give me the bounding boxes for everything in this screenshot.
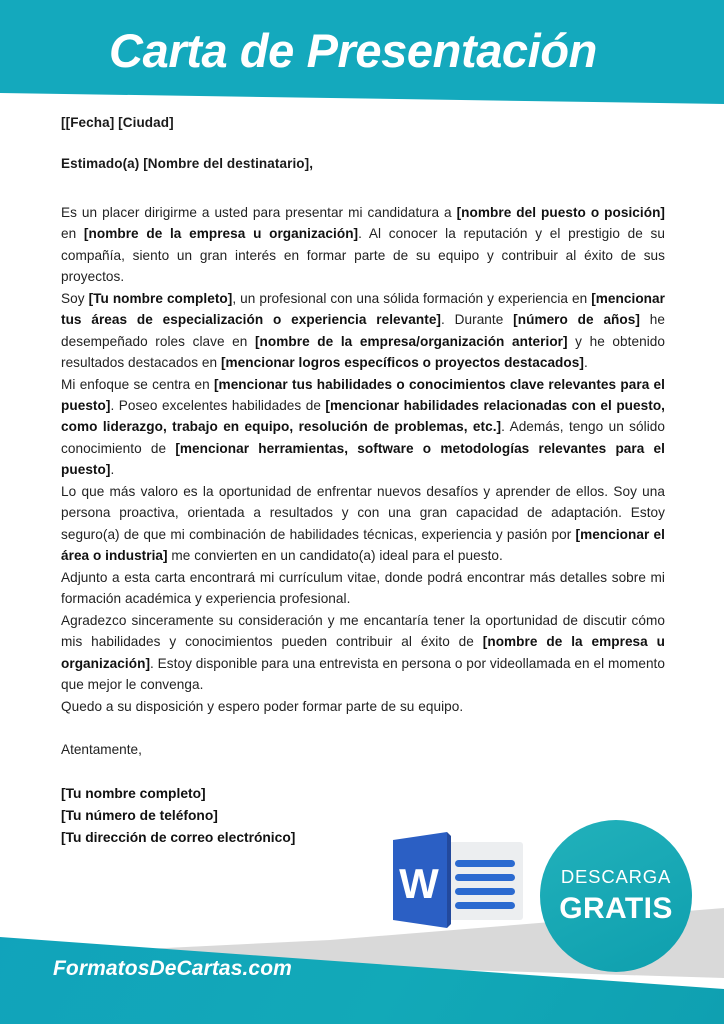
signature-line: [Tu dirección de correo electrónico]: [61, 830, 296, 846]
letter-paragraph: [61, 288, 665, 374]
salutation-line: Estimado(a) [Nombre del destinatario],: [61, 155, 314, 171]
body-text-run: .: [110, 462, 115, 478]
closing-line: Atentamente,: [61, 742, 142, 758]
body-text-run: Quedo a su disposición y espero poder formar parte de su equipo.: [61, 698, 464, 714]
placeholder-token: [número de años]: [513, 312, 640, 328]
page-title: Carta de Presentación: [109, 24, 597, 77]
letter-paragraph: [61, 567, 665, 610]
badge-line-1: DESCARGA: [560, 866, 672, 888]
letter-paragraph: [61, 610, 665, 696]
placeholder-token: [nombre de la empresa u organización]: [83, 226, 359, 242]
body-text-run: me convierten en un candidato(a) ideal para el puesto.: [167, 548, 503, 564]
placeholder-token: [mencionar herramientas, software o metodologías relevantes para el puesto]: [61, 440, 665, 478]
body-text-run: .: [583, 355, 588, 371]
badge-line-2: GRATIS: [559, 891, 673, 925]
body-text-run: Es un placer dirigirme a usted para presentar mi candidatura a: [61, 204, 457, 220]
body-text-run: . Además, tengo un sólido conocimiento de: [61, 419, 665, 456]
letter-paragraph: [61, 481, 665, 567]
body-text-run: y he obtenido resultados destacados en: [61, 333, 665, 371]
body-text-run: he desempeñado roles clave en: [61, 312, 665, 349]
body-text-run: . Durante: [441, 312, 514, 328]
body-text-run: Lo que más valoro es la oportunidad de enfrentar nuevos desafíos y aprender de ellos. Soy una persona proactiva, orientada a resultados y con una gran capacidad de adaptación. Estoy seguro(a) de que mi combinación de habilidades técnicas, experiencia y pasión por: [61, 483, 665, 542]
placeholder-token: [Tu nombre completo]: [88, 290, 233, 306]
microsoft-word-icon: [385, 828, 533, 934]
placeholder-token: [mencionar logros específicos o proyectos destacados]: [220, 355, 584, 371]
signature-line: [Tu número de teléfono]: [61, 807, 218, 823]
body-text-run: Soy: [61, 290, 89, 306]
site-brand-label: FormatosDeCartas.com: [53, 957, 292, 980]
body-text-run: , un profesional con una sólida formación y experiencia en: [232, 290, 592, 306]
placeholder-token: [mencionar el área o industria]: [61, 526, 665, 564]
body-text-run: Adjunto a esta carta encontrará mi currículum vitae, donde podrá encontrar más detalles sobre mi formación académica y experiencia profesional.: [61, 569, 665, 607]
placeholder-token: [mencionar tus áreas de especialización o experiencia relevante]: [61, 290, 665, 328]
body-text-run: Mi enfoque se centra en: [61, 376, 214, 392]
placeholder-token: [nombre de la empresa/organización anterior]: [254, 333, 568, 349]
placeholder-token: [nombre de la empresa u organización]: [61, 634, 665, 671]
signature-line: [Tu nombre completo]: [61, 785, 206, 801]
placeholder-token: [mencionar habilidades relacionadas con el puesto, como liderazgo, trabajo en equipo, resolución de problemas, etc.]: [61, 398, 665, 435]
date-city-line: [[Fecha] [Ciudad]: [61, 115, 174, 130]
placeholder-token: [nombre del puesto o posición]: [456, 204, 665, 220]
download-free-badge[interactable]: [540, 820, 692, 972]
letter-paragraph: [61, 374, 665, 481]
body-text-run: Agradezco sinceramente su consideración y me encantaría tener la oportunidad de discutir cómo mis habilidades y conocimientos pueden contribuir al éxito de: [61, 612, 665, 650]
letter-paragraph: [61, 202, 665, 288]
svg-text:W: W: [399, 860, 439, 907]
letter-paragraph: [61, 696, 665, 717]
body-text-run: en: [61, 226, 84, 242]
body-text-run: . Estoy disponible para una entrevista en persona o por videollamada en el momento que mejor le convenga.: [61, 655, 665, 693]
body-text-run: . Poseo excelentes habilidades de: [110, 398, 326, 413]
paragraph-list: [61, 202, 665, 717]
placeholder-token: [mencionar tus habilidades o conocimientos clave relevantes para el puesto]: [61, 376, 665, 413]
body-text-run: . Al conocer la reputación y el prestigio de su compañía, siento un gran interés en formar parte de su equipo y contribuir al éxito de sus proyectos.: [61, 226, 665, 285]
letter-body: [61, 114, 665, 850]
